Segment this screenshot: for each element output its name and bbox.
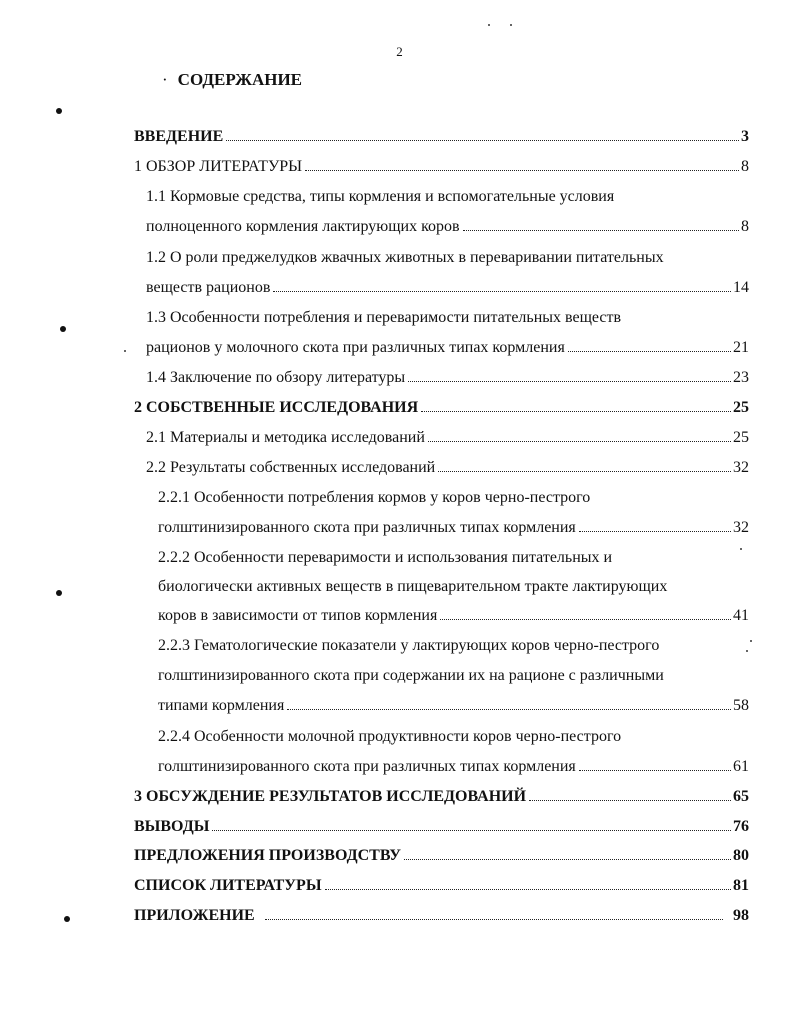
toc-entry-text: 1 ОБЗОР ЛИТЕРАТУРЫ (134, 158, 303, 175)
toc-entry-2-2-2[interactable] (158, 607, 749, 625)
scan-speck (746, 650, 748, 652)
toc-entry-2-1[interactable] (146, 429, 749, 447)
toc-entry-1-4[interactable] (146, 369, 749, 387)
toc-page-number: 14 (733, 279, 749, 296)
toc-entry-2-2-4-line1[interactable]: 2.2.4 Особенности молочной продуктивности коров черно-пестрого (158, 728, 622, 745)
toc-entry-2-2-2-line1[interactable]: 2.2.2 Особенности переваримости и использования питательных и (158, 549, 613, 566)
scan-speck (750, 640, 752, 642)
toc-page-number: 23 (733, 369, 749, 386)
toc-page-number: 21 (733, 339, 749, 356)
toc-page-number: 8 (741, 218, 749, 235)
toc-page-number: 25 (733, 399, 749, 416)
margin-dot (60, 326, 66, 332)
dot-leader (287, 709, 731, 710)
dot-leader (579, 770, 731, 771)
dot-leader (579, 531, 731, 532)
toc-entry-text: голштинизированного скота при различных типах кормления (158, 519, 576, 536)
toc-entry-2-2-2-line2[interactable]: биологически активных веществ в пищеварительном тракте лактирующих (158, 578, 668, 595)
toc-page-number: 98 (733, 907, 749, 924)
scan-speck (510, 24, 512, 26)
margin-dot (64, 916, 70, 922)
toc-entry-1-1-line1[interactable]: 1.1 Кормовые средства, типы кормления и вспомогательные условия (146, 188, 615, 205)
toc-page-number: 61 (733, 758, 749, 775)
toc-entry-1-3[interactable] (146, 339, 749, 357)
toc-entry-chapter-2[interactable] (134, 399, 749, 417)
toc-entry-2-2[interactable] (146, 459, 749, 477)
toc-page-number: 32 (733, 459, 749, 476)
dot-leader (305, 170, 739, 171)
dot-leader (404, 859, 731, 860)
toc-entry-2-2-1[interactable] (158, 519, 749, 537)
dot-leader (428, 441, 731, 442)
dot-leader (463, 230, 739, 231)
toc-entry-text: 3 ОБСУЖДЕНИЕ РЕЗУЛЬТАТОВ ИССЛЕДОВАНИЙ (134, 788, 527, 805)
toc-entry-conclusions[interactable] (134, 818, 749, 836)
toc-entry-2-2-3-line1[interactable]: 2.2.3 Гематологические показатели у лактирующих коров черно-пестрого (158, 637, 660, 654)
toc-page-number: 65 (733, 788, 749, 805)
toc-entry-references[interactable] (134, 877, 749, 895)
scan-speck (740, 548, 742, 550)
toc-page-number: 81 (733, 877, 749, 894)
margin-dot (56, 590, 62, 596)
toc-entry-text: веществ рационов (146, 279, 271, 296)
toc-title (162, 70, 302, 90)
toc-page-number: 80 (733, 847, 749, 864)
toc-page-number: 32 (733, 519, 749, 536)
toc-entry-2-2-4[interactable] (158, 758, 749, 776)
toc-entry-2-2-3[interactable] (158, 697, 749, 715)
toc-entry-text: ВЫВОДЫ (134, 818, 210, 835)
toc-entry-introduction[interactable] (134, 128, 749, 146)
toc-entry-text: рационов у молочного скота при различных типах кормления (146, 339, 565, 356)
toc-page-number: 58 (733, 697, 749, 714)
toc-entry-text: голштинизированного скота при различных типах кормления (158, 758, 576, 775)
toc-page-number: 76 (733, 818, 749, 835)
toc-entry-text: 2.2 Результаты собственных исследований (146, 459, 436, 476)
dot-leader (568, 351, 731, 352)
toc-entry-text: коров в зависимости от типов кормления (158, 607, 438, 624)
toc-title-text: СОДЕРЖАНИЕ (177, 70, 303, 89)
bullet-dot: · (162, 70, 168, 89)
dot-leader (273, 291, 731, 292)
toc-entry-2-2-1-line1[interactable]: 2.2.1 Особенности потребления кормов у коров черно-пестрого (158, 489, 591, 506)
toc-entry-1-2[interactable] (146, 279, 749, 297)
dot-leader (325, 889, 731, 890)
dot-leader (440, 619, 731, 620)
toc-entry-text: 1.4 Заключение по обзору литературы (146, 369, 406, 386)
toc-entry-1-1[interactable] (146, 218, 749, 236)
dot-leader (438, 471, 731, 472)
toc-entry-proposals[interactable] (134, 847, 749, 865)
toc-entry-text: ПРЕДЛОЖЕНИЯ ПРОИЗВОДСТВУ (134, 847, 401, 864)
dot-leader (226, 140, 739, 141)
toc-entry-text: ПРИЛОЖЕНИЕ (134, 907, 255, 924)
toc-page-number: 25 (733, 429, 749, 446)
dot-leader (265, 919, 723, 920)
toc-entry-text: полноценного кормления лактирующих коров (146, 218, 460, 235)
page-number: 2 (396, 44, 403, 59)
dot-leader (421, 411, 731, 412)
toc-page-number: 41 (733, 607, 749, 624)
toc-entry-text: типами кормления (158, 697, 285, 714)
dot-leader (408, 381, 731, 382)
toc-entry-text: ВВЕДЕНИЕ (134, 128, 224, 145)
toc-entry-appendix[interactable] (134, 907, 749, 925)
dot-leader (212, 830, 731, 831)
toc-entry-1-2-line1[interactable]: 1.2 О роли преджелудков жвачных животных в переваривании питательных (146, 249, 664, 266)
toc-page-number: 8 (741, 158, 749, 175)
toc-page-number: 3 (741, 128, 749, 145)
toc-entry-text: 2.1 Материалы и методика исследований (146, 429, 425, 446)
toc-entry-text: 2 СОБСТВЕННЫЕ ИССЛЕДОВАНИЯ (134, 399, 419, 416)
scan-speck (488, 24, 490, 26)
dot-leader (529, 800, 731, 801)
toc-entry-chapter-3[interactable] (134, 788, 749, 806)
scan-speck (124, 350, 126, 352)
margin-dot (56, 108, 62, 114)
toc-entry-2-2-3-line2[interactable]: голштинизированного скота при содержании их на рационе с различными (158, 667, 664, 684)
toc-entry-1-3-line1[interactable]: 1.3 Особенности потребления и переваримости питательных веществ (146, 309, 622, 326)
toc-entry-text: СПИСОК ЛИТЕРАТУРЫ (134, 877, 322, 894)
toc-entry-chapter-1[interactable] (134, 158, 749, 176)
